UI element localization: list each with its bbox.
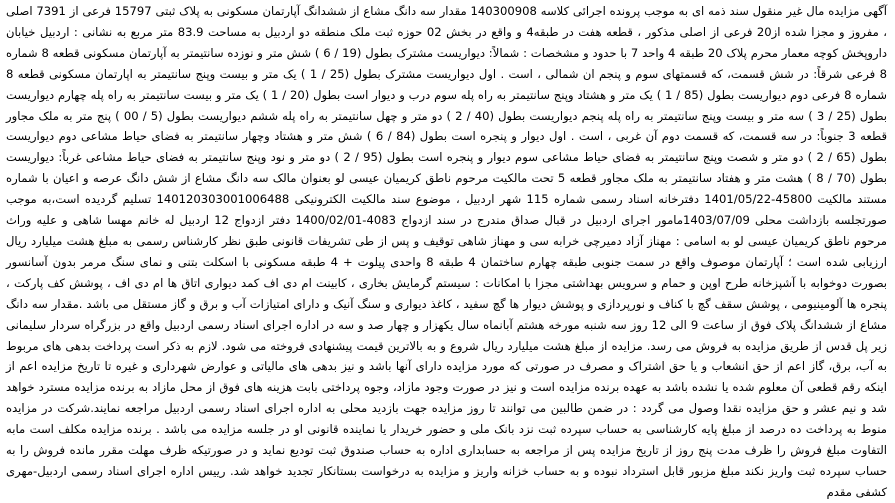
auction-notice-text: آگهی مزایده مال غیر منقول سند ذمه ای به موجب پرونده اجرائی کلاسه 140300908 مقدار سه دانگ مشاع از ششدانگ آپارتمان مسکونی به پلاک ثبتی 15797 فرعی از 7391 اصلی ، مفروز و مجزا شده از20 فرعی از اصلی مذکور ، قطعه هفت در طبقه4 و واقع در بخش 02 حوزه ثبت ملک منطقه دو اردبیل به مساحت 83.9 متر مربع به نشانی : اردبیل خیابان داروپخش کوچه معمار محرم پلاک 20 طبقه 4 واحد 7 با حدود و مشخصات : شمالاً: دیواریست مشترک بطول (19 / 6 ) شش متر و نوزده سانتیمتر به آپارتمان مسکونی قطعه 8 شماره 8 فرعی شرقاً: در شش قسمت، که قسمتهای سوم و پنجم ان شمالی ، است . اول دیواریست مشترک بطول (25 / 1 ) یک متر و بیست وپنج سانتیمتر به اپارتمان مسکونی قطعه 8 شماره 8 فرعی دوم دیواریست بطول (85 / 1 ) یک متر و هشتاد وپنج سانتیمتر به راه پله سوم درب و دیوار است بطول (20 / 1 ) یک متر و بیست سانتیمتر به راه پله چهارم دیواریست بطول (25 / 3 ) سه متر و بیست وپنج سانتیمتر به راه پله پنجم دیواریست بطول (40 / 2 ) دو متر و چهل سانتیمتر به راه پله ششم دیواریست بطول (5 / 00 ) پنج متر به ملک مجاور قطعه 3 جنوباً: در سه قسمت، که قسمت دوم آن غربی ، است . اول دیوار و پنجره است بطول (84 / 6 ) شش متر و هشتاد وچهار سانتیمتر به فضای حیاط مشاعی دوم دیواریست بطول (65 / 2 ) دو متر و شصت وپنج سانتیمتر به فضای حیاط مشاعی سوم دیوار و پنجره است بطول (95 / 2 ) دو متر و نود وپنج سانتیمتر به فضای حیاط مشاعی غرباً: دیواریست بطول (70 / 8 ) هشت متر و هفتاد سانتیمتر به ملک مجاور قطعه 5 تحت مالکیت مرحوم ناطق کریمیان عیسی لو بعنوان مالک سه دانگ مشاع از شش دانگ عرصه و اعیان با شماره مستند مالکیت 45800-1401/05/22 دفترخانه اسناد رسمی شماره 115 شهر اردبیل ، موضوع سند مالکیت الکترونیکی 140120303001006488 تسلیم گردیده است،به موجب صورتجلسه بازداشت محلی 1403/07/09مامور اجرای اردبیل در قبال صداق مندرج در سند ازدواج 4083-1400/02/01 دفتر ازدواج 12 اردبیل له خانم مهسا شاهی و علیه وراث مرحوم ناطق کریمیان عیسی لو به اسامی : مهناز آزاد دمیرچی خرابه سی و مهناز شاهی توقیف و پس از طی تشریفات قانونی طبق نظر کارشناس رسمی به مبلغ هشت میلیارد ریال ارزیابی شده است ؛ آپارتمان موصوف واقع در سمت جنوبی طبقه چهارم ساختمان 4 طبقه 8 واحدی پیلوت + 4 طبقه مسکونی با اسکلت بتنی و نمای سنگ مرمر بدون آسانسور بصورت دوخوابه با آشپزخانه طرح اوپن و حمام و سرویس بهداشتی مجزا با امکانات : سیستم گرمایش بخاری ، کابینت ام دی اف کمد دیواری اتاق ها ام دی اف ، پوشش کف پارکت ، پنجره ها آلومینیومی ، پوشش سقف گچ با کناف و نورپردازی و پوشش دیوار ها گچ سفید ، کاغذ دیواری و سنگ آنیک و دارای امتیازات آب و برق و گاز مستقل می باشد .مقدار سه دانگ مشاع از ششدانگ پلاک فوق از ساعت 9 الی 12 روز سه شنبه مورخه هشتم آبانماه سال یکهزار و چهار صد و سه در اداره اجرای اسناد رسمی اردبیل واقع در بزرگراه سردار سلیمانی زیر پل قدس از طریق مزایده به فروش می رسد. مزایده از مبلغ هشت میلیارد ریال شروع و به بالاترین قیمت پیشنهادی فروخته می شود. لازم به ذکر است پرداخت بدهی های مربوط به آب، برق، گاز اعم از حق انشعاب و یا حق اشتراک و مصرف در صورتی که مورد مزایده دارای آنها باشد و نیز بدهی های مالیاتی و عوارض شهرداری و غیره تا تاریخ مزایده اعم از اینکه رقم قطعی آن معلوم شده یا نشده باشد به عهده برنده مزایده است و نیز در صورت وجود مازاد، وجوه پرداختی بابت هزینه های فوق از محل مازاد به برنده مزایده مسترد خواهد شد و نیم عشر و حق مزایده نقدا وصول می گردد : در ضمن طالبین می توانند تا روز مزایده جهت بازدید محلی به اداره اجرای اسناد رسمی اردبیل مراجعه نمایند.شرکت در مزایده منوط به پرداخت ده درصد از مبلغ پایه کارشناسی به حساب سپرده ثبت نزد بانک ملی و حضور خریدار یا نماینده قانونی او در جلسه مزایده می باشد . برنده مزایده مکلف است مابه التفاوت مبلغ فروش را ظرف مدت پنج روز از تاریخ مزایده پس از مراجعه به حسابداری اداره به حساب صندوق ثبت تودیع نماید و در صورتیکه ظرف مهلت مقرر مانده فروش را به حساب سپرده ثبت واریز نکند مبلغ مزبور قابل استرداد نبوده و به حساب خزانه واریز و مزایده به درخواست بستانکار تجدید خواهد شد. رییس اداره اجرای اسناد رسمی اردبیل-مهری کشفی مقدم bbox=[6, 4, 888, 499]
